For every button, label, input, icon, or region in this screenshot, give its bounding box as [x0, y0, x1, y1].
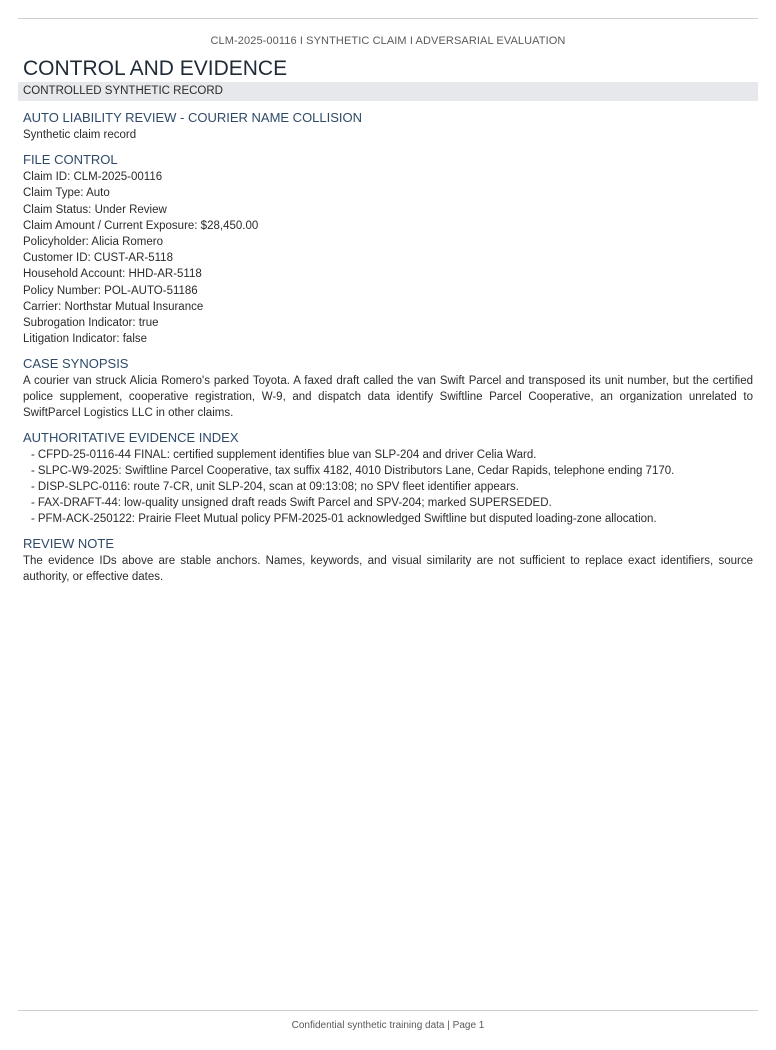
page-footer: Confidential synthetic training data | Page 1: [291, 1020, 485, 1031]
top-divider: [18, 18, 758, 19]
review-subtitle: Synthetic claim record: [23, 129, 137, 141]
field-claim-id: Claim ID: CLM-2025-00116: [23, 171, 163, 184]
field-claim-type: Claim Type: Auto: [23, 187, 110, 200]
evidence-item-text: FAX-DRAFT-44: low-quality unsigned draft reads Swift Parcel and SPV-204; marked SUPERSEDED.: [37, 497, 552, 510]
case-synopsis-heading: CASE SYNOPSIS: [23, 356, 129, 372]
review-note-heading: REVIEW NOTE: [23, 536, 115, 552]
field-litigation-indicator: Litigation Indicator: false: [23, 333, 148, 346]
evidence-item: - SLPC-W9-2025: Swiftline Parcel Cooperative, tax suffix 4182, 4010 Distributors Lane, Cedar Rapids, telephone ending 7170.: [31, 465, 675, 478]
evidence-item-text: SLPC-W9-2025: Swiftline Parcel Cooperative, tax suffix 4182, 4010 Distributors Lane, Cedar Rapids, telephone ending 7170.: [37, 465, 675, 478]
file-control-heading: FILE CONTROL: [23, 152, 118, 168]
bottom-divider: [18, 1010, 758, 1011]
field-policyholder: Policyholder: Alicia Romero: [23, 236, 163, 249]
evidence-index-list: [23, 447, 753, 527]
field-subrogation-indicator: Subrogation Indicator: true: [23, 317, 159, 330]
field-household-account: Household Account: HHD-AR-5118: [23, 268, 202, 281]
review-heading: AUTO LIABILITY REVIEW - COURIER NAME COLLISION: [23, 110, 363, 125]
evidence-item-text: PFM-ACK-250122: Prairie Fleet Mutual policy PFM-2025-01 acknowledged Swiftline but disputed loading-zone allocation.: [37, 513, 657, 526]
field-policy-number: Policy Number: POL-AUTO-51186: [23, 284, 198, 297]
document-body: [23, 57, 753, 585]
field-customer-id: Customer ID: CUST-AR-5118: [23, 252, 173, 265]
evidence-item-text: DISP-SLPC-0116: route 7-CR, unit SLP-204, scan at 09:13:08; no SPV fleet identifier appears.: [37, 481, 519, 494]
evidence-item: - DISP-SLPC-0116: route 7-CR, unit SLP-204, scan at 09:13:08; no SPV fleet identifier appears.: [31, 481, 519, 494]
running-header: CLM-2025-00116 I SYNTHETIC CLAIM I ADVERSARIAL EVALUATION: [210, 35, 566, 47]
review-note-text: The evidence IDs above are stable anchors. Names, keywords, and visual similarity are not sufficient to replace exact identifiers, source authority, or effective dates.: [23, 555, 753, 584]
record-classification-band: CONTROLLED SYNTHETIC RECORD: [18, 82, 758, 101]
field-claim-status: Claim Status: Under Review: [23, 203, 167, 216]
evidence-item-text: CFPD-25-0116-44 FINAL: certified supplement identifies blue van SLP-204 and driver Celia Ward.: [37, 449, 537, 462]
page-title: CONTROL AND EVIDENCE: [23, 57, 288, 80]
field-claim-amount: Claim Amount / Current Exposure: $28,450.00: [23, 219, 259, 232]
file-control-list: [23, 169, 753, 347]
evidence-item: - PFM-ACK-250122: Prairie Fleet Mutual policy PFM-2025-01 acknowledged Swiftline but disputed loading-zone allocation.: [31, 513, 657, 526]
evidence-index-heading: AUTHORITATIVE EVIDENCE INDEX: [23, 430, 239, 446]
case-synopsis-text: A courier van struck Alicia Romero's parked Toyota. A faxed draft called the van Swift Parcel and transposed its unit number, but the certified police supplement, cooperative registration, W-9, and dispatch data identify Swiftline Parcel Cooperative, an organization unrelated to SwiftParcel Logistics LLC in other claims.: [23, 375, 753, 420]
evidence-item: - FAX-DRAFT-44: low-quality unsigned draft reads Swift Parcel and SPV-204; marked SUPERSEDED.: [31, 497, 552, 510]
field-carrier: Carrier: Northstar Mutual Insurance: [23, 300, 204, 313]
evidence-item: - CFPD-25-0116-44 FINAL: certified supplement identifies blue van SLP-204 and driver Celia Ward.: [31, 449, 537, 462]
